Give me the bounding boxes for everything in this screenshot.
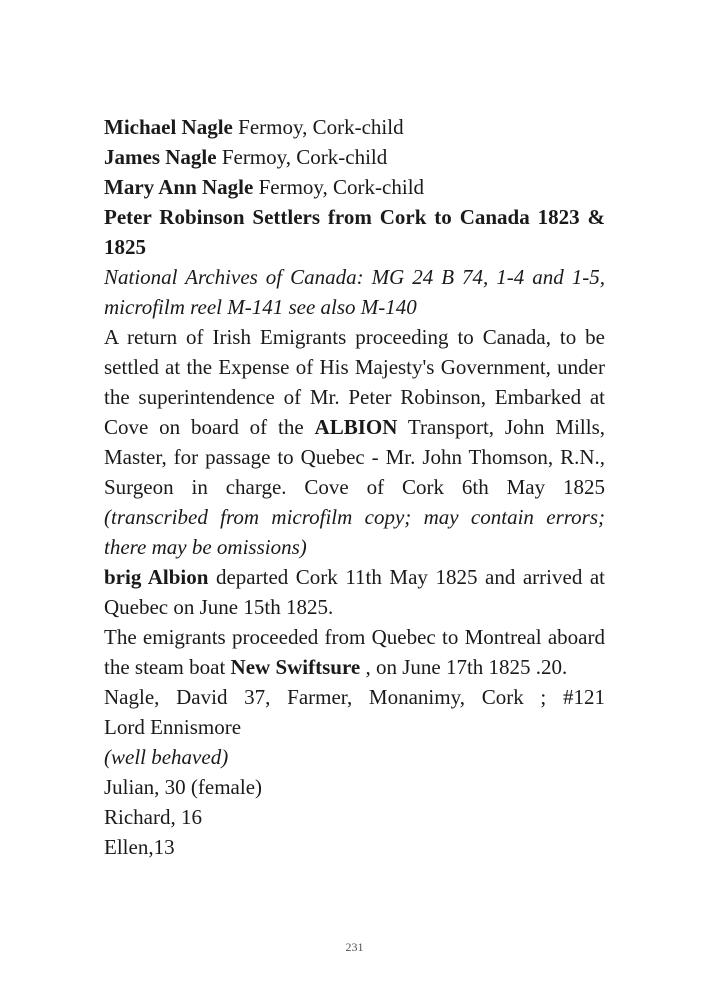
steamboat-paragraph: The emigrants proceeded from Quebec to Montreal aboard the steam boat New Swiftsure , on June 17th 1825 .20.	[104, 625, 605, 679]
archive-source: National Archives of Canada: MG 24 B 74, 1-4 and 1-5, microfilm reel M-141 see also M-140	[104, 265, 605, 319]
section-heading: Peter Robinson Settlers from Cork to Canada 1823 & 1825	[104, 205, 605, 259]
entry-note: (well behaved)	[104, 745, 229, 769]
child-place: Fermoy, Cork-child	[221, 145, 388, 169]
child-line	[104, 172, 605, 202]
family-member: Ellen,13	[104, 835, 175, 859]
voyage-paragraph: brig Albion departed Cork 11th May 1825 and arrived at Quebec on June 15th 1825.	[104, 565, 606, 619]
ship-name: ALBION	[314, 415, 398, 439]
entry-head-line: Nagle, David 37, Farmer, Monanimy, Cork ; #121	[104, 685, 605, 709]
child-place: Fermoy, Cork-child	[258, 175, 425, 199]
entry-patron-line: Lord Ennismore	[104, 715, 242, 739]
steamboat-name: New Swiftsure	[230, 655, 361, 679]
child-name: James Nagle	[104, 145, 217, 169]
child-name: Mary Ann Nagle	[104, 175, 254, 199]
family-member: Richard, 16	[104, 805, 202, 829]
child-name: Michael Nagle	[104, 115, 233, 139]
page-number: 231	[345, 940, 364, 954]
transcription-note: (transcribed from microfilm copy; may contain errors; there may be omissions)	[104, 505, 605, 559]
document-body	[104, 112, 605, 862]
child-line	[104, 112, 605, 142]
vessel-name: brig Albion	[104, 565, 209, 589]
child-line	[104, 142, 605, 172]
family-member: Julian, 30 (female)	[104, 775, 263, 799]
emigrant-return-paragraph: A return of Irish Emigrants proceeding to Canada, to be settled at the Expense of His Majesty's Government, under the superintendence of Mr. Peter Robinson, Embarked at Cove on board of the ALBION Transport, John Mills, Master, for passage to Quebec - Mr. John Thomson, R.N., Surgeon in charge. Cove of Cork 6th May 1825 (transcribed from microfilm copy; may contain errors; there may be omissions)	[104, 325, 605, 559]
child-place: Fermoy, Cork-child	[238, 115, 404, 139]
